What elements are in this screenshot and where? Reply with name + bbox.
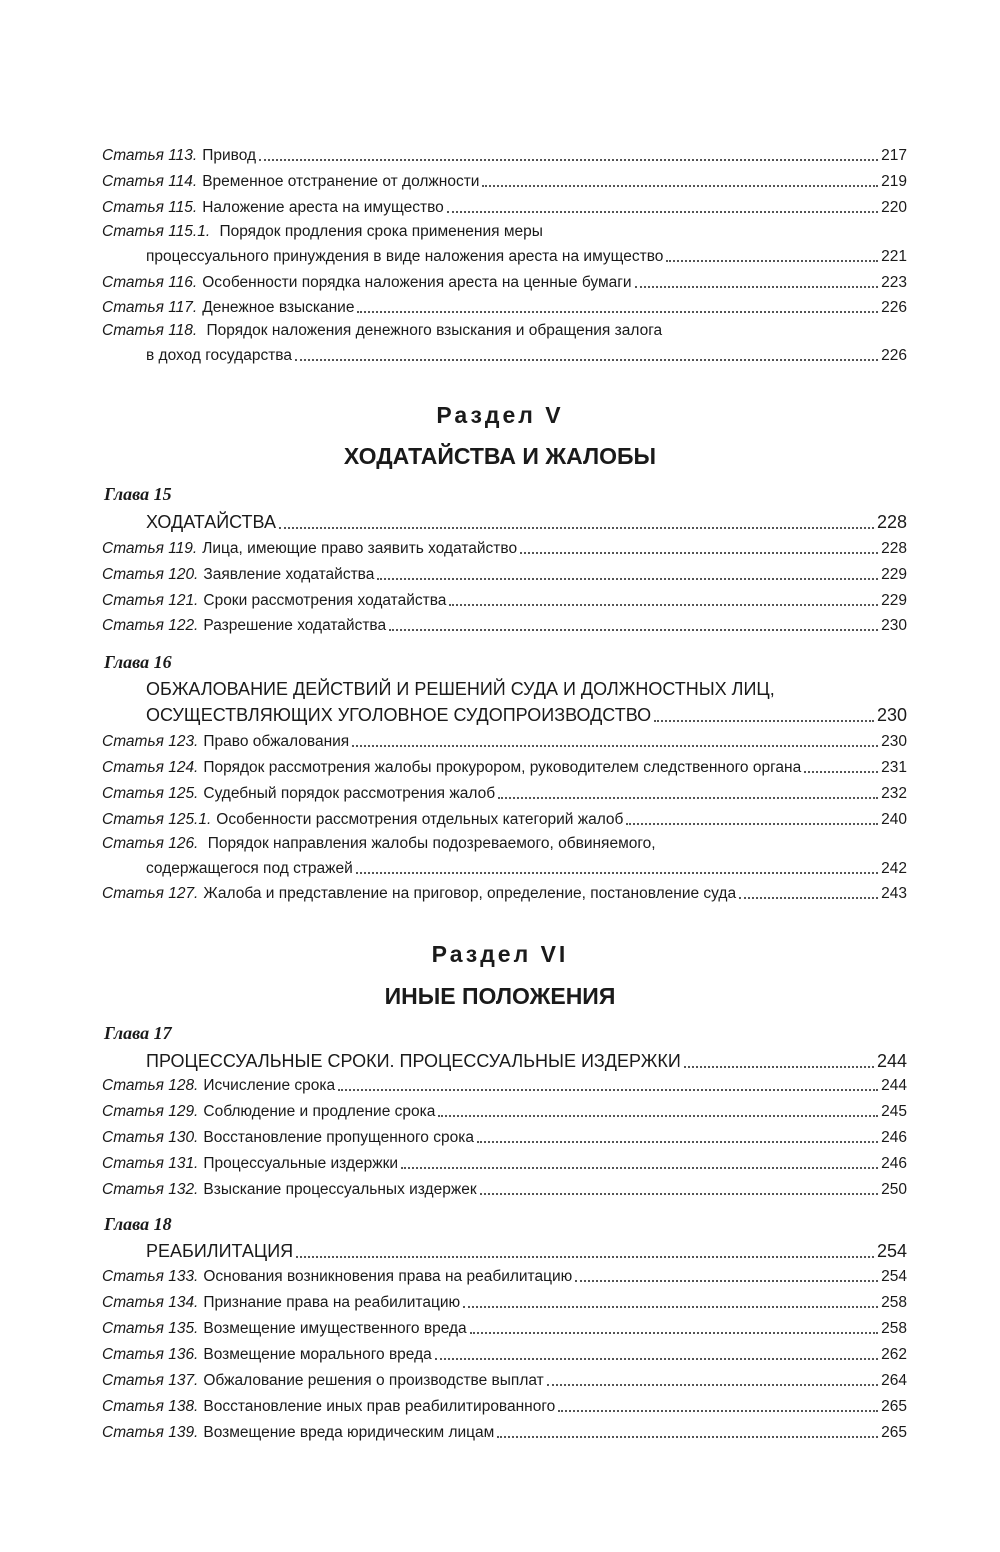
article-title: Жалоба и представление на приговор, определение, постановление суда <box>203 885 737 902</box>
article-number: Статья 127. <box>102 885 199 902</box>
article-title: Восстановление иных прав реабилитированного <box>203 1398 556 1415</box>
article-title: Исчисление срока <box>203 1077 336 1094</box>
toc-entry <box>102 537 907 559</box>
dot-leader <box>259 159 878 161</box>
article-title: Обжалование решения о производстве выплат <box>203 1372 544 1389</box>
dot-leader <box>520 552 878 554</box>
page-number: 258 <box>881 1320 907 1337</box>
chapter-title: ОСУЩЕСТВЛЯЮЩИХ УГОЛОВНОЕ СУДОПРОИЗВОДСТВО <box>146 705 652 725</box>
dot-leader <box>666 260 878 262</box>
article-number: Статья 118. <box>102 322 198 339</box>
dot-leader <box>470 1332 878 1334</box>
toc-entry <box>102 1421 907 1443</box>
dot-leader <box>804 771 878 773</box>
article-number: Статья 120. <box>102 566 199 583</box>
dot-leader <box>449 604 878 606</box>
page-number: 244 <box>881 1077 907 1094</box>
page-number: 220 <box>881 199 907 216</box>
article-title: Особенности рассмотрения отдельных категорий жалоб <box>216 811 624 828</box>
page-number: 229 <box>881 566 907 583</box>
page-number: 226 <box>881 347 907 364</box>
article-title: Особенности порядка наложения ареста на ценные бумаги <box>202 274 632 291</box>
article-number: Статья 124. <box>102 759 199 776</box>
section-label: Раздел VI <box>431 941 569 967</box>
page-number: 262 <box>881 1346 907 1363</box>
chapter-heading: Глава 16 <box>104 652 172 672</box>
page-number: 265 <box>881 1398 907 1415</box>
article-title: Денежное взыскание <box>202 299 355 316</box>
toc-entry <box>102 1291 907 1313</box>
dot-leader <box>438 1115 878 1117</box>
page-number: 246 <box>881 1155 907 1172</box>
dot-leader <box>377 578 878 580</box>
page-number: 217 <box>881 147 907 164</box>
dot-leader <box>482 185 878 187</box>
article-number: Статья 125.1. <box>102 811 212 828</box>
toc-entry <box>102 782 907 804</box>
article-number: Статья 131. <box>102 1155 199 1172</box>
page-number: 240 <box>881 811 907 828</box>
toc-entry <box>102 1343 907 1365</box>
article-title-continuation: в доход государства <box>146 347 292 364</box>
dot-leader <box>498 797 878 799</box>
article-number: Статья 128. <box>102 1077 199 1094</box>
dot-leader <box>739 897 878 899</box>
dot-leader <box>654 720 874 722</box>
article-title: Заявление ходатайства <box>203 566 375 583</box>
section-title: ИНЫЕ ПОЛОЖЕНИЯ <box>384 983 616 1009</box>
chapter-title-entry <box>146 701 907 727</box>
toc-entry <box>102 1100 907 1122</box>
page-number: 230 <box>881 617 907 634</box>
toc-entry <box>102 1317 907 1339</box>
dot-leader <box>357 311 878 313</box>
dot-leader <box>279 527 874 529</box>
toc-entry <box>102 1126 907 1148</box>
article-title: Порядок наложения денежного взыскания и обращения залога <box>206 322 663 339</box>
chapter-title: РЕАБИЛИТАЦИЯ <box>146 1241 294 1261</box>
dot-leader <box>463 1306 878 1308</box>
dot-leader <box>356 872 878 874</box>
article-number: Статья 125. <box>102 785 199 802</box>
toc-entry <box>102 1395 907 1417</box>
article-title-continuation: процессуального принуждения в виде наложения ареста на имущество <box>146 248 664 265</box>
chapter-heading: Глава 18 <box>104 1214 172 1234</box>
dot-leader <box>447 211 878 213</box>
page-number: 242 <box>881 860 907 877</box>
dot-leader <box>497 1436 878 1438</box>
toc-entry <box>102 1074 907 1096</box>
dot-leader <box>477 1141 878 1143</box>
chapter-title-entry <box>146 1237 907 1263</box>
article-number: Статья 138. <box>102 1398 199 1415</box>
page-number: 229 <box>881 592 907 609</box>
article-title: Право обжалования <box>203 733 350 750</box>
article-title: Сроки рассмотрения ходатайства <box>203 592 447 609</box>
toc-entry-first-line <box>102 834 907 856</box>
dot-leader <box>352 745 878 747</box>
toc-entry <box>102 756 907 778</box>
article-title: Возмещение морального вреда <box>203 1346 432 1363</box>
article-title: Судебный порядок рассмотрения жалоб <box>203 785 496 802</box>
article-title: Разрешение ходатайства <box>203 617 387 634</box>
page-number: 254 <box>881 1268 907 1285</box>
page-number: 264 <box>881 1372 907 1389</box>
toc-entry <box>102 1369 907 1391</box>
toc-entry-continuation <box>146 344 907 366</box>
chapter-heading: Глава 17 <box>104 1023 172 1043</box>
article-title: Процессуальные издержки <box>203 1155 399 1172</box>
toc-entry <box>102 196 907 218</box>
dot-leader <box>558 1410 878 1412</box>
article-title: Восстановление пропущенного срока <box>203 1129 474 1146</box>
article-number: Статья 126. <box>102 835 199 852</box>
page-number: 250 <box>881 1181 907 1198</box>
chapter-heading: Глава 15 <box>104 484 172 504</box>
chapter-title-line: ОБЖАЛОВАНИЕ ДЕЙСТВИЙ И РЕШЕНИЙ СУДА И ДОЛЖНОСТНЫХ ЛИЦ, <box>146 679 775 699</box>
article-number: Статья 139. <box>102 1424 199 1441</box>
dot-leader <box>480 1193 879 1195</box>
chapter-title-entry <box>146 508 907 534</box>
article-number: Статья 116. <box>102 274 198 291</box>
article-number: Статья 132. <box>102 1181 199 1198</box>
dot-leader <box>547 1384 878 1386</box>
toc-entry <box>102 730 907 752</box>
page-number: 244 <box>876 1051 907 1071</box>
page-number: 219 <box>881 173 907 190</box>
dot-leader <box>401 1167 878 1169</box>
article-title: Порядок направления жалобы подозреваемого, обвиняемого, <box>207 835 656 852</box>
dot-leader <box>338 1089 878 1091</box>
page-number: 245 <box>881 1103 907 1120</box>
section-title: ХОДАТАЙСТВА И ЖАЛОБЫ <box>343 443 657 469</box>
dot-leader <box>389 629 878 631</box>
article-title: Возмещение вреда юридическим лицам <box>203 1424 495 1441</box>
chapter-title: ХОДАТАЙСТВА <box>146 512 276 532</box>
page-number: 265 <box>881 1424 907 1441</box>
article-number: Статья 113. <box>102 147 198 164</box>
toc-entry <box>102 589 907 611</box>
toc-entry <box>102 144 907 166</box>
toc-entry <box>102 271 907 293</box>
page-number: 226 <box>881 299 907 316</box>
toc-entry <box>102 563 907 585</box>
page-number: 228 <box>881 540 907 557</box>
toc-entry <box>102 614 907 636</box>
dot-leader <box>635 286 879 288</box>
page-number: 243 <box>881 885 907 902</box>
chapter-title: ПРОЦЕССУАЛЬНЫЕ СРОКИ. ПРОЦЕССУАЛЬНЫЕ ИЗДЕРЖКИ <box>146 1051 681 1071</box>
article-number: Статья 123. <box>102 733 199 750</box>
toc-entry <box>102 296 907 318</box>
article-title: Соблюдение и продление срока <box>203 1103 436 1120</box>
article-number: Статья 133. <box>102 1268 199 1285</box>
article-number: Статья 115. <box>102 199 198 216</box>
toc-entry <box>102 882 907 904</box>
toc-entry-first-line <box>102 222 907 244</box>
article-number: Статья 134. <box>102 1294 199 1311</box>
chapter-title-entry <box>146 1047 907 1073</box>
toc-entry <box>102 1152 907 1174</box>
article-title: Взыскание процессуальных издержек <box>203 1181 477 1198</box>
dot-leader <box>296 1256 874 1258</box>
dot-leader <box>684 1066 874 1068</box>
page-number: 258 <box>881 1294 907 1311</box>
page-number: 254 <box>876 1241 907 1261</box>
dot-leader <box>575 1280 878 1282</box>
page-number: 246 <box>881 1129 907 1146</box>
page-number: 221 <box>881 248 907 265</box>
article-title-continuation: содержащегося под стражей <box>146 860 353 877</box>
article-number: Статья 119. <box>102 540 198 557</box>
section-label: Раздел V <box>436 402 564 428</box>
article-number: Статья 129. <box>102 1103 199 1120</box>
dot-leader <box>435 1358 878 1360</box>
dot-leader <box>626 823 878 825</box>
article-number: Статья 115.1. <box>102 223 211 240</box>
article-title: Возмещение имущественного вреда <box>203 1320 467 1337</box>
toc-entry-continuation <box>146 245 907 267</box>
article-number: Статья 121. <box>102 592 199 609</box>
article-title: Наложение ареста на имущество <box>202 199 444 216</box>
article-number: Статья 137. <box>102 1372 199 1389</box>
toc-entry <box>102 1265 907 1287</box>
article-number: Статья 135. <box>102 1320 199 1337</box>
toc-entry <box>102 808 907 830</box>
toc-entry <box>102 1178 907 1200</box>
article-title: Лица, имеющие право заявить ходатайство <box>202 540 518 557</box>
article-number: Статья 136. <box>102 1346 199 1363</box>
article-title: Порядок рассмотрения жалобы прокурором, руководителем следственного органа <box>203 759 802 776</box>
toc-entry-continuation <box>146 857 907 879</box>
article-title: Привод <box>202 147 257 164</box>
article-title: Основания возникновения права на реабилитацию <box>203 1268 573 1285</box>
article-number: Статья 122. <box>102 617 199 634</box>
page-number: 231 <box>881 759 907 776</box>
article-number: Статья 117. <box>102 299 198 316</box>
toc-entry-first-line <box>102 321 907 343</box>
article-title: Признание права на реабилитацию <box>203 1294 461 1311</box>
toc-entry <box>102 170 907 192</box>
page-number: 230 <box>881 733 907 750</box>
page-number: 223 <box>881 274 907 291</box>
article-title: Порядок продления срока применения меры <box>219 223 543 240</box>
dot-leader <box>295 359 878 361</box>
article-number: Статья 130. <box>102 1129 199 1146</box>
page-number: 230 <box>876 705 907 725</box>
page-number: 228 <box>876 512 907 532</box>
page-number: 232 <box>881 785 907 802</box>
article-title: Временное отстранение от должности <box>202 173 480 190</box>
article-number: Статья 114. <box>102 173 198 190</box>
